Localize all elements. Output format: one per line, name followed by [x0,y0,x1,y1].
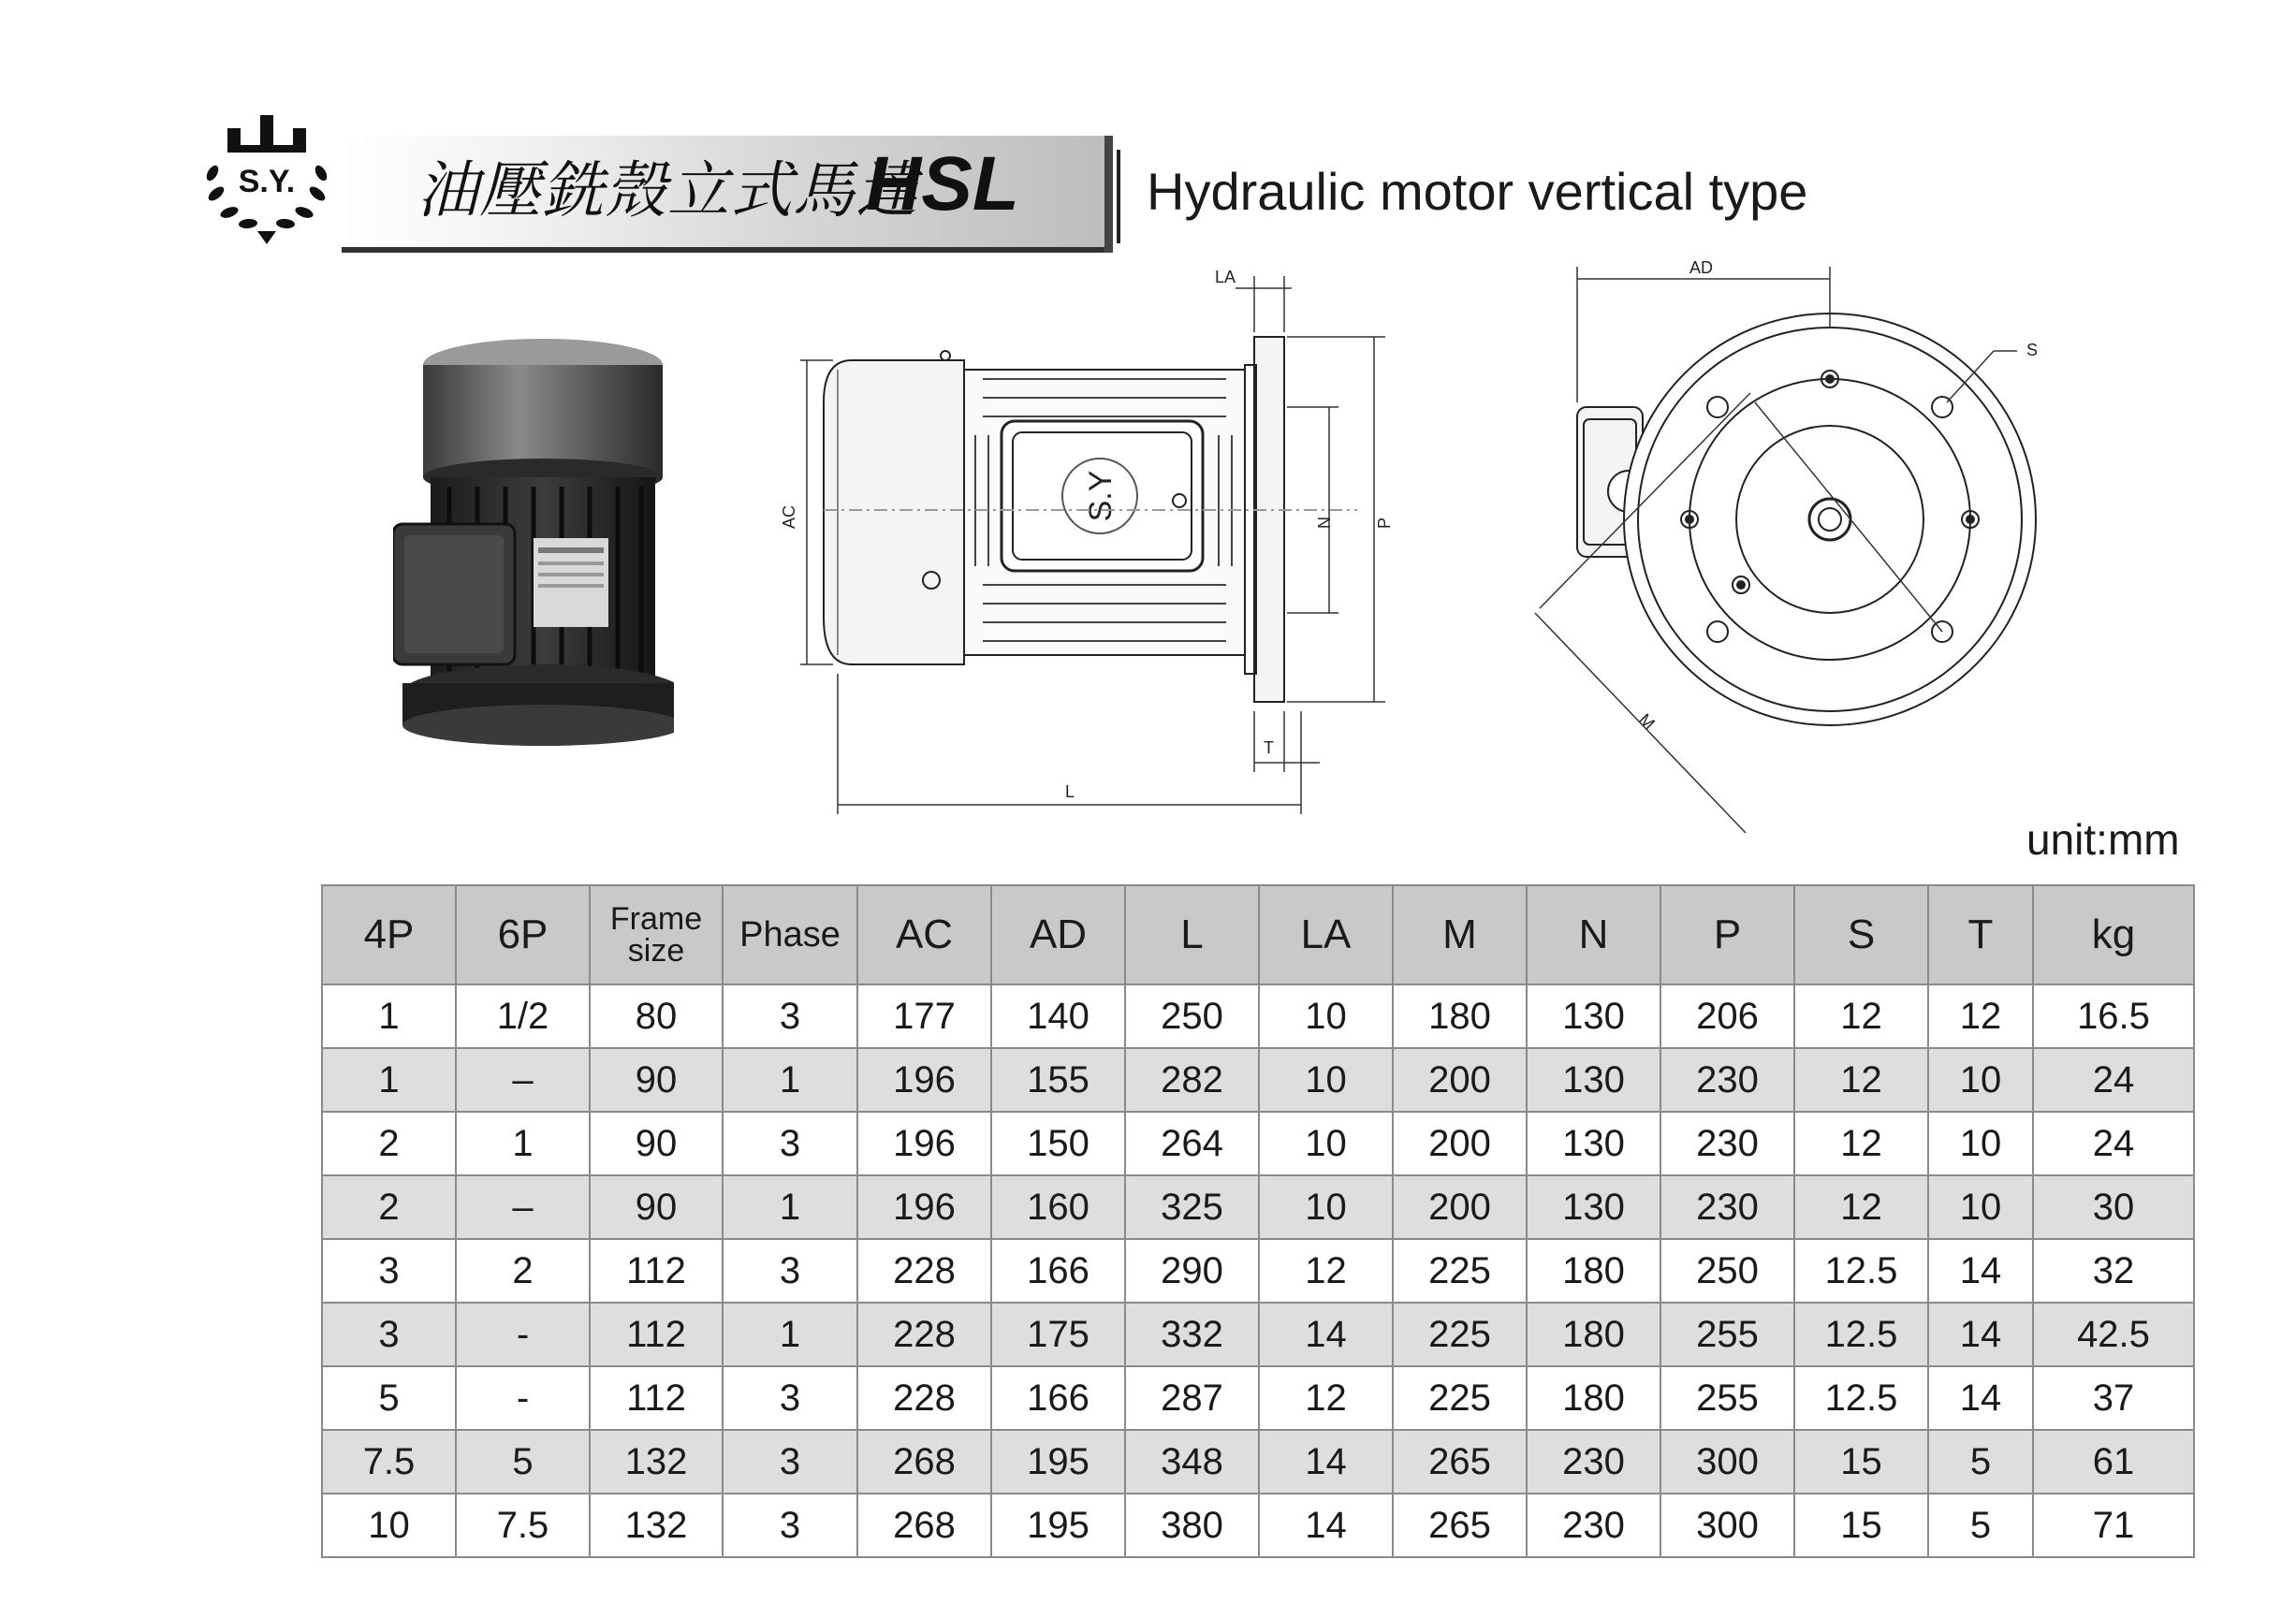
dim-label-p: P [1375,517,1394,529]
dim-label-s: S [2026,341,2039,359]
table-cell: 264 [1125,1112,1259,1175]
table-cell: 230 [1527,1494,1660,1557]
dim-label-la: LA [1215,268,1236,286]
table-cell: 130 [1527,1112,1660,1175]
table-cell: 180 [1527,1239,1660,1303]
table-cell: 250 [1125,984,1259,1048]
dim-label-m: M [1635,709,1659,734]
table-cell: 10 [1259,1112,1393,1175]
table-cell: 200 [1393,1112,1527,1175]
table-cell: 42.5 [2033,1303,2194,1366]
table-row [322,1494,2194,1557]
column-header: S [1794,885,1928,984]
column-header: LA [1259,885,1393,984]
column-header: kg [2033,885,2194,984]
title-banner-edge [1104,136,1113,253]
table-row [322,1430,2194,1494]
table-cell: 1/2 [456,984,590,1048]
table-cell: 12 [1259,1239,1393,1303]
table-cell: 287 [1125,1366,1259,1430]
table-cell: 130 [1527,1048,1660,1112]
dim-label-ad: AD [1689,258,1714,277]
table-cell: 1 [322,1048,456,1112]
table-cell: 265 [1393,1494,1527,1557]
column-header: 4P [322,885,456,984]
table-cell: 15 [1794,1494,1928,1557]
table-cell: 10 [1928,1048,2033,1112]
table-cell: 225 [1393,1239,1527,1303]
table-cell: 3 [723,1112,857,1175]
table-cell: 7.5 [322,1430,456,1494]
table-cell: - [456,1366,590,1430]
table-cell: 14 [1928,1366,2033,1430]
title-chinese: 油壓銑殼立式馬達 [417,154,918,226]
table-cell: 7.5 [456,1494,590,1557]
table-cell: 332 [1125,1303,1259,1366]
title-english: Hydraulic motor vertical type [1147,162,1808,221]
side-view-drawing [768,262,1413,824]
table-cell: 12 [1794,1112,1928,1175]
table-cell: 90 [590,1175,723,1239]
table-cell: 132 [590,1494,723,1557]
motor-photo [393,337,674,749]
table-header-row [322,885,2194,984]
table-cell: 32 [2033,1239,2194,1303]
table-row [322,984,2194,1048]
table-cell: 3 [723,1239,857,1303]
table-cell: 14 [1259,1494,1393,1557]
dim-label-ac: AC [780,504,798,529]
table-cell: 12 [1259,1366,1393,1430]
table-cell: 12 [1928,984,2033,1048]
table-cell: 348 [1125,1430,1259,1494]
table-cell: 15 [1794,1430,1928,1494]
table-cell: 140 [991,984,1125,1048]
table-cell: 228 [857,1303,991,1366]
table-cell: 228 [857,1239,991,1303]
table-cell: 71 [2033,1494,2194,1557]
table-cell: 195 [991,1494,1125,1557]
table-cell: 225 [1393,1366,1527,1430]
table-cell: 12 [1794,1048,1928,1112]
table-cell: 3 [723,1366,857,1430]
dim-label-t: T [1264,738,1274,757]
table-cell: 160 [991,1175,1125,1239]
table-cell: 195 [991,1430,1125,1494]
table-cell: 112 [590,1239,723,1303]
table-cell: 5 [1928,1430,2033,1494]
table-cell: 300 [1660,1494,1794,1557]
table-cell: 200 [1393,1048,1527,1112]
table-cell: 10 [1928,1175,2033,1239]
table-cell: 12 [1794,1175,1928,1239]
table-cell: 1 [456,1112,590,1175]
table-cell: 24 [2033,1048,2194,1112]
table-cell: 12.5 [1794,1303,1928,1366]
table-cell: 230 [1527,1430,1660,1494]
table-body [322,984,2194,1557]
table-cell: 230 [1660,1112,1794,1175]
table-cell: 10 [1259,1175,1393,1239]
table-cell: 166 [991,1239,1125,1303]
spec-table [321,884,2195,1558]
table-cell: 1 [723,1048,857,1112]
table-cell: 14 [1928,1239,2033,1303]
crown-icon [227,115,306,153]
table-cell: 196 [857,1112,991,1175]
table-cell: 12.5 [1794,1239,1928,1303]
table-cell: 5 [1928,1494,2033,1557]
column-header: 6P [456,885,590,984]
table-cell: 228 [857,1366,991,1430]
dim-label-n: N [1315,517,1334,529]
table-cell: 2 [456,1239,590,1303]
table-cell: 180 [1527,1303,1660,1366]
table-cell: 177 [857,984,991,1048]
table-cell: 166 [991,1366,1125,1430]
table-cell: 14 [1259,1430,1393,1494]
table-cell: 5 [322,1366,456,1430]
table-cell: 282 [1125,1048,1259,1112]
table-cell: 325 [1125,1175,1259,1239]
table-cell: 265 [1393,1430,1527,1494]
table-cell: 10 [1928,1112,2033,1175]
table-cell: 30 [2033,1175,2194,1239]
table-cell: - [456,1303,590,1366]
badge-text: S.Y [1083,470,1119,522]
column-header: N [1527,885,1660,984]
title-divider [1117,150,1120,243]
table-row [322,1303,2194,1366]
logo-text: S.Y. [238,164,296,199]
table-cell: 12.5 [1794,1366,1928,1430]
title-model: HSL [866,141,1019,226]
table-row [322,1112,2194,1175]
table-cell: 150 [991,1112,1125,1175]
table-cell: 130 [1527,984,1660,1048]
column-header: M [1393,885,1527,984]
table-cell: 16.5 [2033,984,2194,1048]
table-cell: 3 [322,1303,456,1366]
table-cell: 225 [1393,1303,1527,1366]
table-cell: 37 [2033,1366,2194,1430]
table-cell: 3 [723,1494,857,1557]
table-cell: 112 [590,1303,723,1366]
table-cell: 112 [590,1366,723,1430]
table-cell: 130 [1527,1175,1660,1239]
column-header: L [1125,885,1259,984]
table-cell: 2 [322,1112,456,1175]
table-cell: 10 [322,1494,456,1557]
table-cell: 180 [1393,984,1527,1048]
table-cell: 3 [322,1239,456,1303]
table-cell: 200 [1393,1175,1527,1239]
front-view-drawing [1507,253,2069,842]
table-cell: 290 [1125,1239,1259,1303]
column-header: AD [991,885,1125,984]
table-cell: 196 [857,1175,991,1239]
table-cell: 1 [322,984,456,1048]
table-cell: 1 [723,1303,857,1366]
table-cell: 10 [1259,984,1393,1048]
column-header: Phase [723,885,857,984]
column-header: AC [857,885,991,984]
sy-logo [192,108,342,248]
table-cell: 230 [1660,1048,1794,1112]
table-row [322,1366,2194,1430]
table-cell: 1 [723,1175,857,1239]
table-cell: 300 [1660,1430,1794,1494]
table-cell: 61 [2033,1430,2194,1494]
table-cell: 250 [1660,1239,1794,1303]
table-cell: 255 [1660,1366,1794,1430]
table-cell: 255 [1660,1303,1794,1366]
table-cell: 12 [1794,984,1928,1048]
table-cell: 380 [1125,1494,1259,1557]
table-cell: 3 [723,984,857,1048]
table-cell: 230 [1660,1175,1794,1239]
table-row [322,1175,2194,1239]
table-cell: 155 [991,1048,1125,1112]
table-row [322,1239,2194,1303]
table-cell: 14 [1928,1303,2033,1366]
table-cell: 132 [590,1430,723,1494]
table-cell: – [456,1048,590,1112]
table-cell: 10 [1259,1048,1393,1112]
dim-label-l: L [1065,782,1075,801]
table-cell: 268 [857,1430,991,1494]
table-cell: 90 [590,1048,723,1112]
table-cell: 175 [991,1303,1125,1366]
table-row [322,1048,2194,1112]
table-cell: 180 [1527,1366,1660,1430]
table-cell: 5 [456,1430,590,1494]
column-header: T [1928,885,2033,984]
table-cell: 196 [857,1048,991,1112]
table-cell: 80 [590,984,723,1048]
table-cell: 268 [857,1494,991,1557]
table-cell: 14 [1259,1303,1393,1366]
table-cell: 24 [2033,1112,2194,1175]
column-header: Frame size [590,885,723,984]
table-cell: 3 [723,1430,857,1494]
table-cell: 2 [322,1175,456,1239]
table-cell: 90 [590,1112,723,1175]
column-header: P [1660,885,1794,984]
table-cell: 206 [1660,984,1794,1048]
table-cell: – [456,1175,590,1239]
unit-label: unit:mm [2026,815,2180,864]
